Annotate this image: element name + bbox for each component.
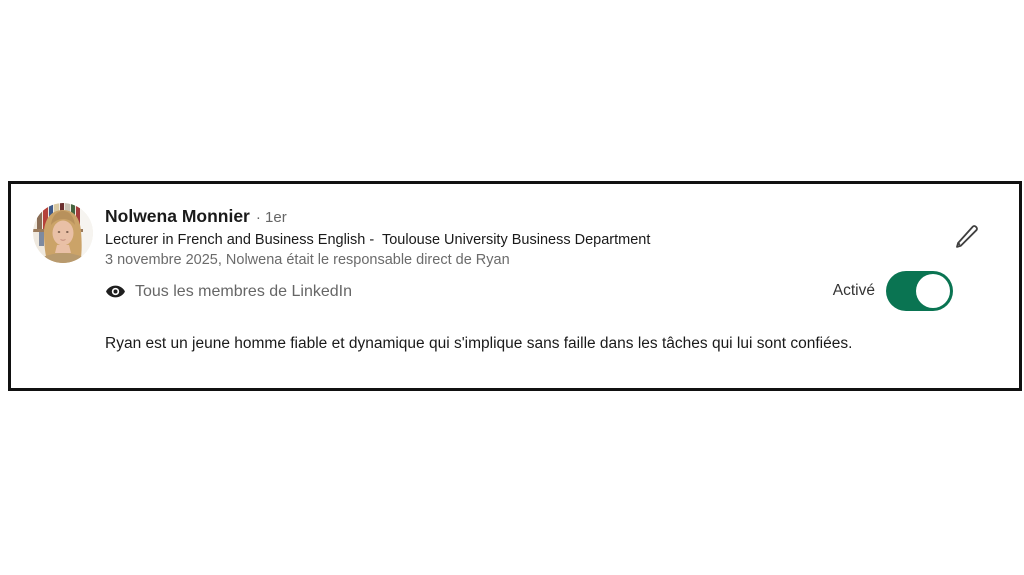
author-name[interactable]: Nolwena Monnier — [105, 206, 250, 226]
toggle-group — [11, 271, 953, 311]
edit-button[interactable] — [947, 216, 987, 256]
recommendation-text: Ryan est un jeune homme fiable et dynamique qui s'implique sans faille dans les tâches qui lui sont confiées. — [105, 335, 853, 352]
pencil-icon — [952, 221, 982, 251]
toggle-knob — [916, 274, 950, 308]
avatar-photo — [33, 203, 93, 263]
toggle-label: Activé — [832, 282, 875, 299]
name-row — [105, 205, 650, 228]
visibility-toggle[interactable] — [886, 271, 953, 311]
author-headline: Lecturer in French and Business English - Toulouse University Business Department — [105, 232, 651, 248]
recommendation-context: 3 novembre 2025, Nolwena était le responsable direct de Ryan — [105, 252, 510, 268]
avatar[interactable] — [33, 203, 93, 263]
connection-degree: · 1er — [255, 209, 287, 226]
author-block — [105, 205, 650, 270]
visibility-label: Tous les membres de LinkedIn — [135, 282, 352, 300]
recommendation-card — [8, 181, 1022, 391]
